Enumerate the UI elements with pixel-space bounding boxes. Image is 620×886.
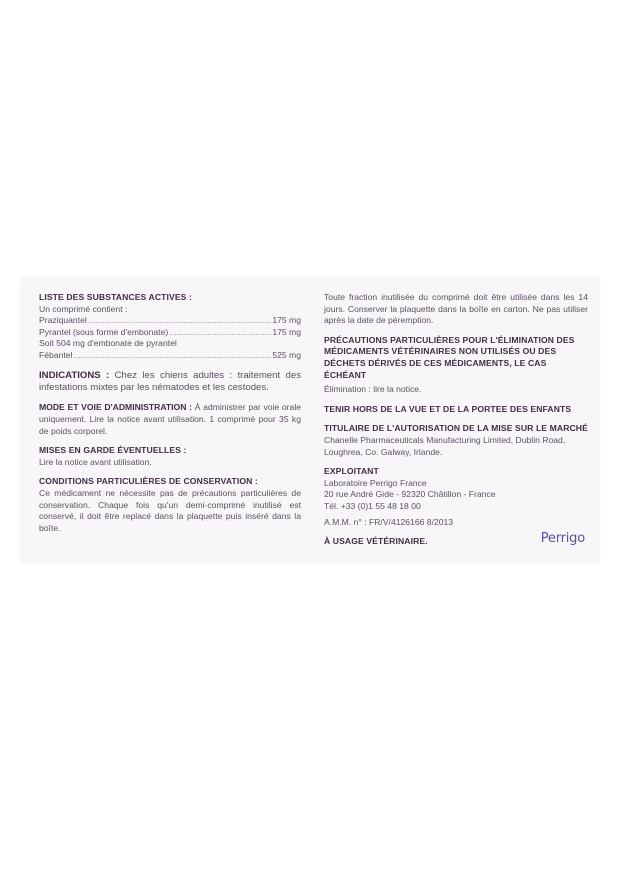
pyrantel-note: Soit 504 mg d'embonate de pyrantel	[39, 338, 177, 349]
warnings-text: Lire la notice avant utilisation.	[39, 456, 152, 467]
substance-name: Praziquantel	[39, 315, 87, 326]
operator-title: EXPLOITANT	[324, 466, 379, 477]
right-column	[324, 292, 588, 548]
substance-row	[39, 327, 301, 339]
substances-title: LISTE DES SUBSTANCES ACTIVES :	[39, 292, 192, 302]
substances-section	[39, 292, 301, 362]
disposal-text: Élimination : lire la notice.	[324, 384, 422, 395]
substance-qty: 175 mg	[272, 315, 301, 326]
leader-dots	[168, 327, 272, 339]
mode-text: À administrer par voie orale uniquement. Lire la notice avant utilisation. 1 comprimé pour 35 kg de poids corporel.	[39, 402, 302, 436]
operator-section	[324, 466, 588, 528]
storage-section	[39, 476, 301, 534]
amm-number: A.M.M. n° : FR/V/4126166 8/2013	[324, 516, 454, 527]
warnings-title: MISES EN GARDE ÉVENTUELLES :	[39, 445, 187, 456]
disposal-section	[324, 335, 588, 396]
perrigo-logo: Perrigo	[540, 531, 585, 546]
mode-title: MODE ET VOIE D'ADMINISTRATION :	[39, 402, 193, 413]
storage-title: CONDITIONS PARTICULIÈRES DE CONSERVATION :	[39, 476, 258, 487]
operator-line: 20 rue André Gide - 92320 Châtillon - France	[324, 489, 496, 500]
indications-title: INDICATIONS :	[39, 369, 110, 381]
leader-dots	[87, 315, 273, 327]
package-label-panel	[21, 278, 599, 562]
indications-section	[39, 370, 301, 395]
vet-use-label: À USAGE VÉTÉRINAIRE.	[324, 536, 428, 547]
substance-name: Pyrantel (sous forme d'embonate)	[39, 326, 169, 337]
leader-dots	[72, 350, 272, 362]
operator-line: Laboratoire Perrigo France	[324, 477, 427, 488]
holder-title: TITULAIRE DE L'AUTORISATION DE LA MISE SUR LE MARCHÉ	[324, 423, 588, 434]
substance-qty: 525 mg	[272, 349, 301, 360]
children-warning: TENIR HORS DE LA VUE ET DE LA PORTEE DES ENFANTS	[324, 403, 572, 414]
substance-name: Fébantel	[39, 349, 73, 360]
disposal-title: PRÉCAUTIONS PARTICULIÈRES POUR L'ÉLIMINATION DES MÉDICAMENTS VÉTÉRINAIRES NON UTILISÉS OU DES DÉCHETS DÉRIVÉS DE CES MÉDICAMENTS, LE CAS ÉCHÉANT	[324, 334, 575, 380]
warnings-section	[39, 445, 301, 468]
indications-text: Chez les chiens adultes : traitement des infestations mixtes par les nématodes et les cestodes.	[39, 369, 301, 393]
storage-text: Ce médicament ne nécessite pas de précautions particulières de conservation. Chaque fois qu'un demi-comprimé inutilisé est conservé, il doit être replacé dans la plaquette puis inséré dans la boîte.	[39, 487, 301, 533]
holder-text: Chanelle Pharmaceuticals Manufacturing Limited, Dublin Road, Loughrea, Co. Galway, Irlande.	[324, 434, 566, 457]
substance-row	[39, 350, 301, 362]
holder-section	[324, 423, 588, 458]
substances-intro: Un comprimé contient :	[39, 303, 128, 314]
fraction-text: Toute fraction inutilisée du comprimé doit être utilisée dans les 14 jours. Conserver la plaquette dans la boîte en carton. Ne pas utiliser après la date de péremption.	[324, 292, 588, 326]
mode-section	[39, 402, 301, 437]
substance-qty: 175 mg	[272, 326, 301, 337]
left-column	[39, 292, 301, 542]
substance-row	[39, 315, 301, 327]
operator-line: Tél. +33 (0)1 55 48 18 00	[324, 500, 421, 511]
